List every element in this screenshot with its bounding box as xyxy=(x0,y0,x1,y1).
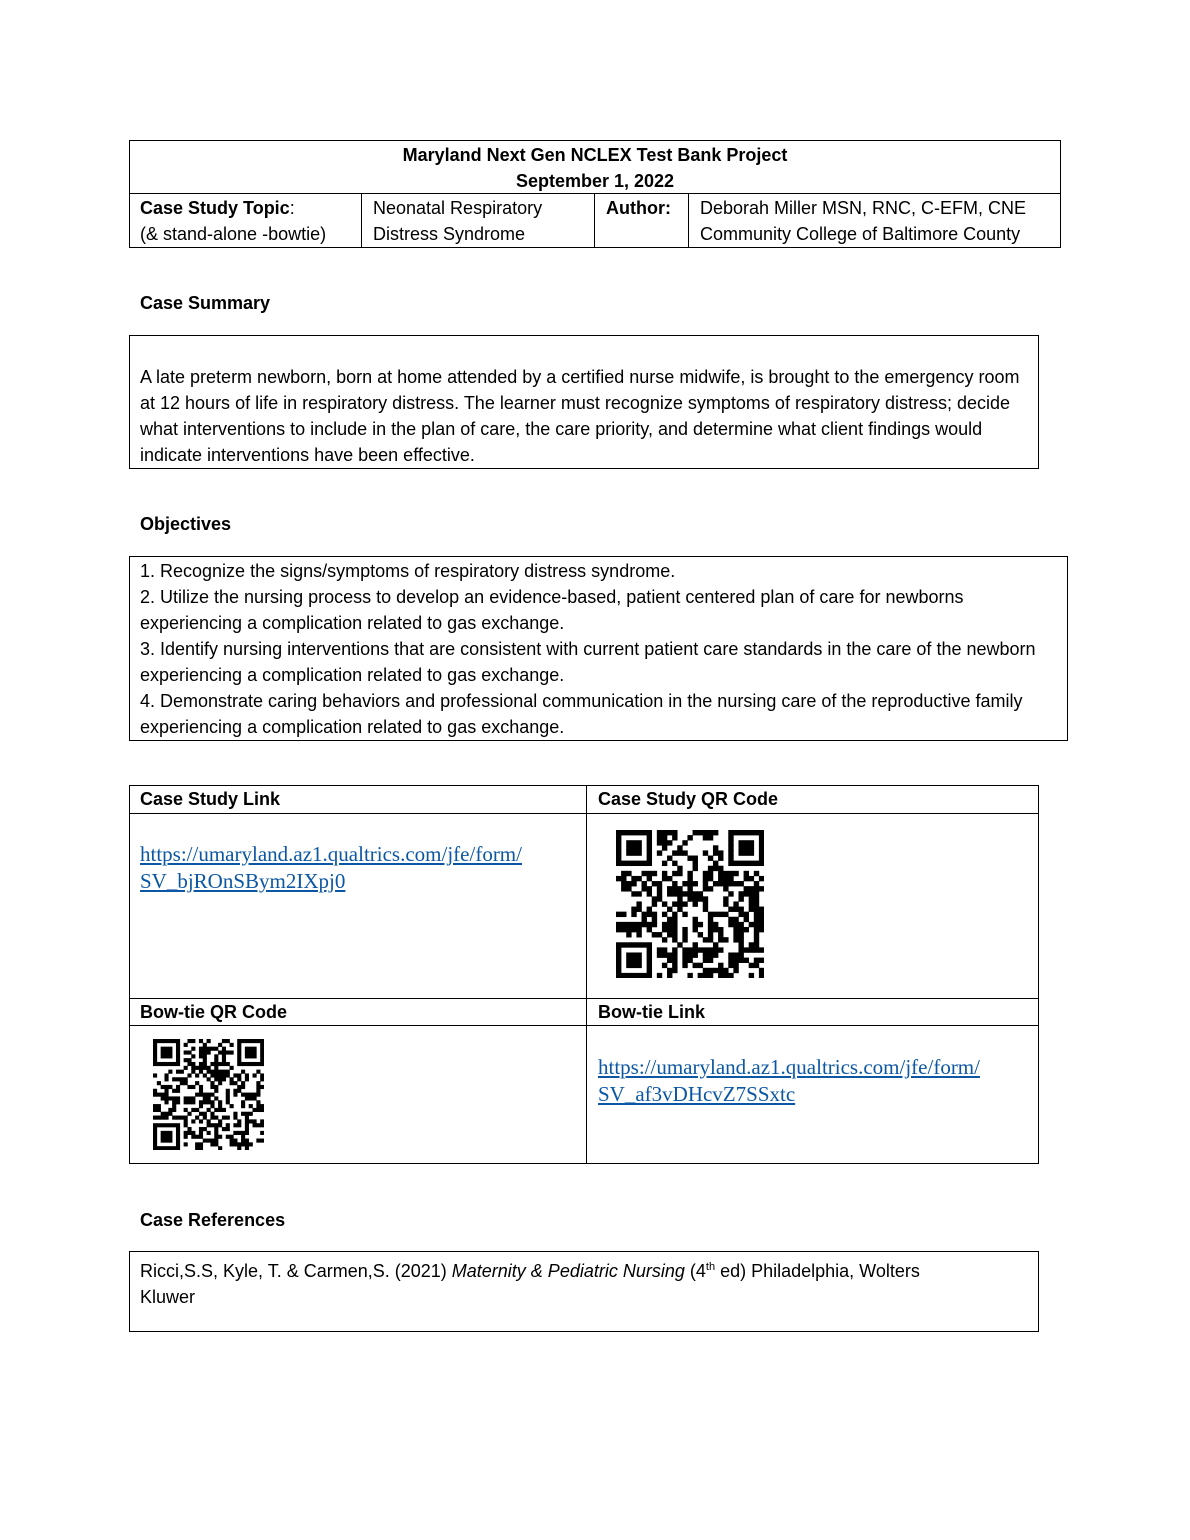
objective-item: 1. Recognize the signs/symptoms of respiratory distress syndrome. xyxy=(140,561,676,581)
case-url-line2[interactable]: SV_bjROnSBym2IXpj0 xyxy=(140,869,346,893)
bowtie-url[interactable] xyxy=(598,1054,980,1108)
topic-value-2: Distress Syndrome xyxy=(373,224,526,244)
reference-edition-sup: th xyxy=(705,1261,716,1273)
objective-item: 3. Identify nursing interventions that are consistent with current patient care standards in the care of the newborn experiencing a complication related to gas exchange. xyxy=(140,639,1036,685)
bowtie-url-line1[interactable]: https://umaryland.az1.qualtrics.com/jfe/form/ xyxy=(598,1055,980,1079)
author-name: Deborah Miller MSN, RNC, C-EFM, CNE xyxy=(700,198,1027,218)
case-url[interactable] xyxy=(140,841,522,895)
author-label: Author: xyxy=(606,198,671,218)
topic-value-1: Neonatal Respiratory xyxy=(373,198,543,218)
bowtie-qr-code xyxy=(153,1039,264,1150)
reference-publisher: Kluwer xyxy=(140,1287,196,1307)
doc-title: Maryland Next Gen NCLEX Test Bank Project xyxy=(402,145,788,165)
header-col-divider-2 xyxy=(594,193,595,247)
summary-heading: Case Summary xyxy=(140,293,271,313)
doc-date: September 1, 2022 xyxy=(515,171,675,191)
topic-label-line xyxy=(140,195,295,221)
links-row-line-3 xyxy=(129,1025,1039,1026)
references-heading: Case References xyxy=(140,1210,286,1230)
links-row-line-1 xyxy=(129,813,1039,814)
objectives-heading: Objectives xyxy=(140,514,232,534)
summary-text: A late preterm newborn, born at home attended by a certified nurse midwife, is brought to the emergency room at 12 hours of life in respiratory distress. The learner must recognize symptoms of respiratory distress; decide what interventions to include in the plan of care, the care priority, and determine what client findings would indicate interventions have been effective. xyxy=(140,367,1020,465)
reference-entry xyxy=(140,1254,1020,1310)
topic-colon: : xyxy=(289,198,295,218)
links-col-divider xyxy=(586,785,587,1164)
case-qr-label: Case Study QR Code xyxy=(598,789,779,809)
header-col-divider-1 xyxy=(361,193,362,247)
author-institution: Community College of Baltimore County xyxy=(700,224,1021,244)
reference-title: Maternity & Pediatric Nursing xyxy=(451,1261,685,1281)
objective-item: 2. Utilize the nursing process to develop an evidence-based, patient centered plan of care for newborns experiencing a complication related to gas exchange. xyxy=(140,587,964,633)
objectives-list xyxy=(140,558,1055,740)
header-col-divider-3 xyxy=(688,193,689,247)
topic-sub: (& stand-alone -bowtie) xyxy=(140,224,327,244)
case-study-qr-code xyxy=(616,830,764,978)
reference-edition-rest: ed) Philadelphia, Wolters xyxy=(715,1261,920,1281)
links-row-line-2 xyxy=(129,998,1039,999)
topic-label: Case Study Topic xyxy=(140,198,290,218)
reference-edition-open: (4 xyxy=(684,1261,706,1281)
reference-authors: Ricci,S.S, Kyle, T. & Carmen,S. (2021) xyxy=(140,1261,452,1281)
case-url-line1[interactable]: https://umaryland.az1.qualtrics.com/jfe/form/ xyxy=(140,842,522,866)
bowtie-qr-label: Bow-tie QR Code xyxy=(140,1002,287,1022)
bowtie-link-label: Bow-tie Link xyxy=(598,1002,705,1022)
objective-item: 4. Demonstrate caring behaviors and professional communication in the nursing care of the reproductive family experiencing a complication related to gas exchange. xyxy=(140,691,1023,737)
case-link-label: Case Study Link xyxy=(140,789,281,809)
bowtie-url-line2[interactable]: SV_af3vDHcvZ7SSxtc xyxy=(598,1082,796,1106)
